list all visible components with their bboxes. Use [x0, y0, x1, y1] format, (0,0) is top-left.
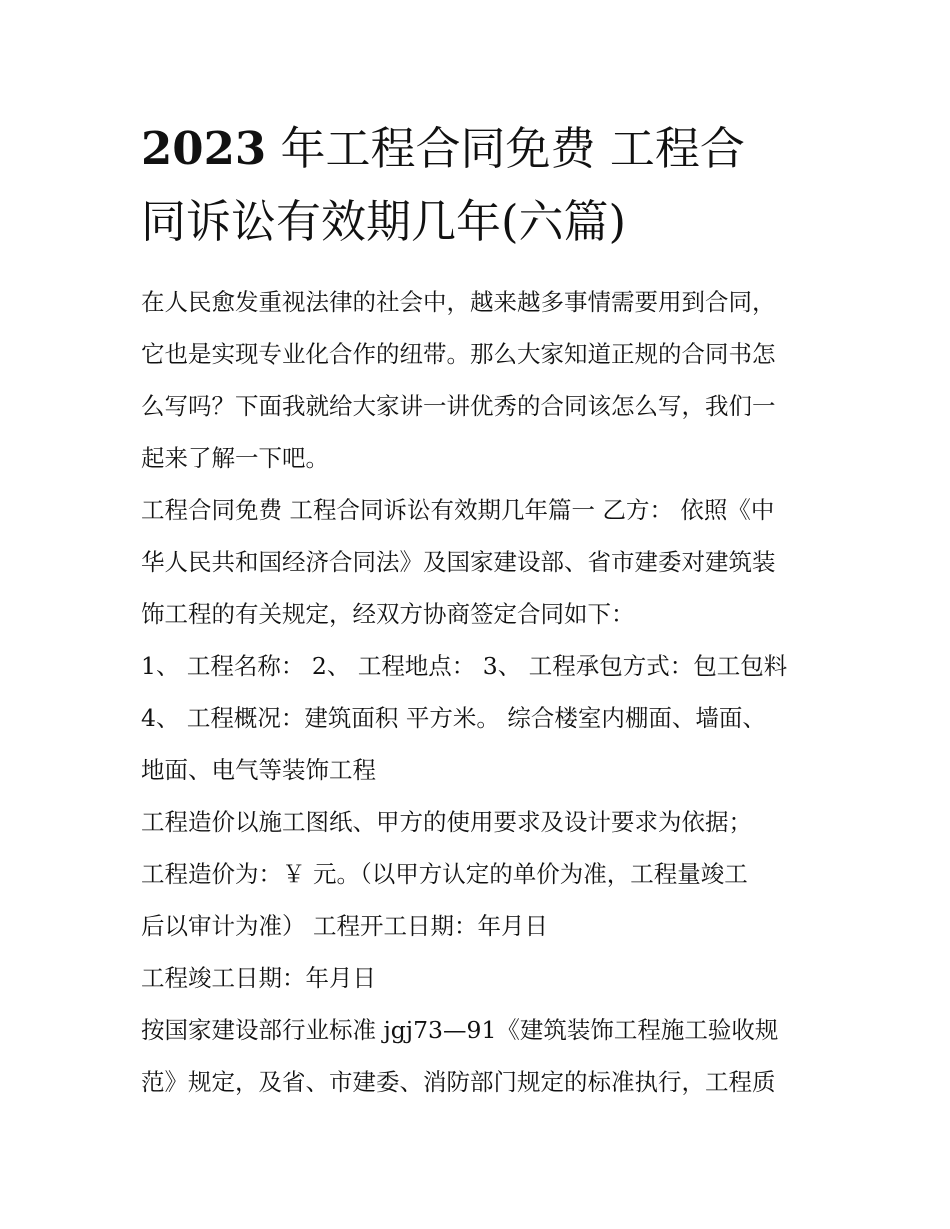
text-line: 后以审计为准） 工程开工日期：年月日: [141, 912, 548, 940]
text-line: 工程合同免费 工程合同诉讼有效期几年篇一 乙方： 依照《中: [141, 496, 775, 524]
text-line: 工程造价为：￥ 元。（以甲方认定的单价为准，工程量竣工: [141, 860, 748, 888]
document-title: [141, 112, 821, 258]
title-line-1-text: 年工程合同免费 工程合: [266, 122, 745, 175]
title-line-2: 同诉讼有效期几年(六篇): [141, 195, 627, 248]
text-line: 在人民愈发重视法律的社会中，越来越多事情需要用到合同，: [141, 288, 776, 316]
text-line: 按国家建设部行业标准 jgj73—91《建筑装饰工程施工验收规: [141, 1016, 779, 1044]
text-line: 起来了解一下吧。: [141, 444, 329, 472]
text-line: 工程竣工日期：年月日: [141, 964, 376, 992]
text-line: 范》规定，及省、市建委、消防部门规定的标准执行，工程质: [141, 1068, 776, 1096]
text-line: 工程造价以施工图纸、甲方的使用要求及设计要求为依据；: [141, 808, 752, 836]
text-line: 地面、电气等装饰工程: [141, 756, 376, 784]
title-line-1: [141, 122, 745, 175]
text-line: 它也是实现专业化合作的纽带。那么大家知道正规的合同书怎: [141, 340, 776, 368]
text-line: 1、 工程名称： 2、 工程地点： 3、 工程承包方式：包工包料: [141, 652, 788, 680]
text-line: 华人民共和国经济合同法》及国家建设部、省市建委对建筑装: [141, 548, 776, 576]
text-line: 4、 工程概况：建筑面积 平方米。 综合楼室内棚面、墙面、: [141, 704, 766, 732]
text-line: 么写吗？下面我就给大家讲一讲优秀的合同该怎么写，我们一: [141, 392, 776, 420]
document-body: [141, 276, 831, 1108]
title-year: 2023: [141, 122, 267, 175]
text-line: 饰工程的有关规定，经双方协商签定合同如下：: [141, 600, 635, 628]
